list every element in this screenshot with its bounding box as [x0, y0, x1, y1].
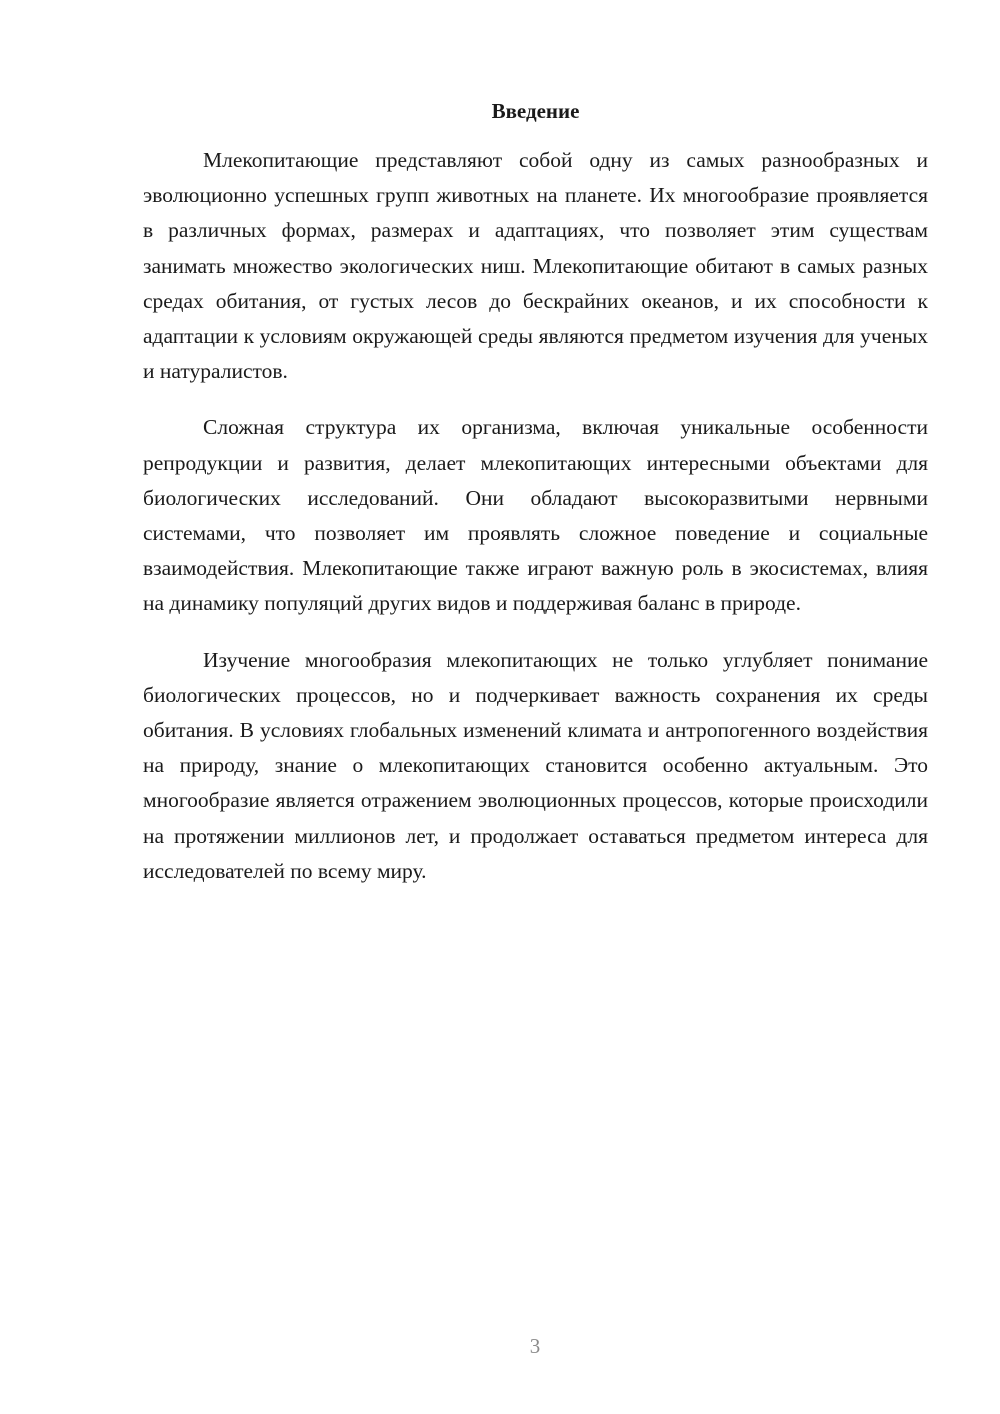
- paragraph-3: Изучение многообразия млекопитающих не только углубляет понимание биологических процессов, но и подчеркивает важность сохранения их среды обитания. В условиях глобальных изменений климата и антропогенного воздействия на природу, знание о млекопитающих становится особенно актуальным. Это многообразие является отражением эволюционных процессов, которые происходили на протяжении миллионов лет, и продолжает оставаться предметом интереса для исследователей по всему миру.: [143, 647, 928, 883]
- paragraph-1: Млекопитающие представляют собой одну из самых разнообразных и эволюционно успешных групп животных на планете. Их многообразие проявляется в различных формах, размерах и адаптациях, что позволяет этим существам занимать множество экологических ниш. Млекопитающие обитают в самых разных средах обитания, от густых лесов до бескрайних океанов, и их способности к адаптации к условиям окружающей среды являются предметом изучения для ученых и натуралистов.: [143, 148, 928, 384]
- section-heading: Введение: [491, 99, 580, 123]
- paragraph-2: Сложная структура их организма, включая уникальные особенности репродукции и развития, делает млекопитающих интересными объектами для биологических исследований. Они обладают высокоразвитыми нервными системами, что позволяет им проявлять сложное поведение и социальные взаимодействия. Млекопитающие также играют важную роль в экосистемах, влияя на динамику популяций других видов и поддерживая баланс в природе.: [143, 415, 928, 616]
- document-body: [143, 143, 928, 910]
- page-number: 3: [529, 1334, 541, 1358]
